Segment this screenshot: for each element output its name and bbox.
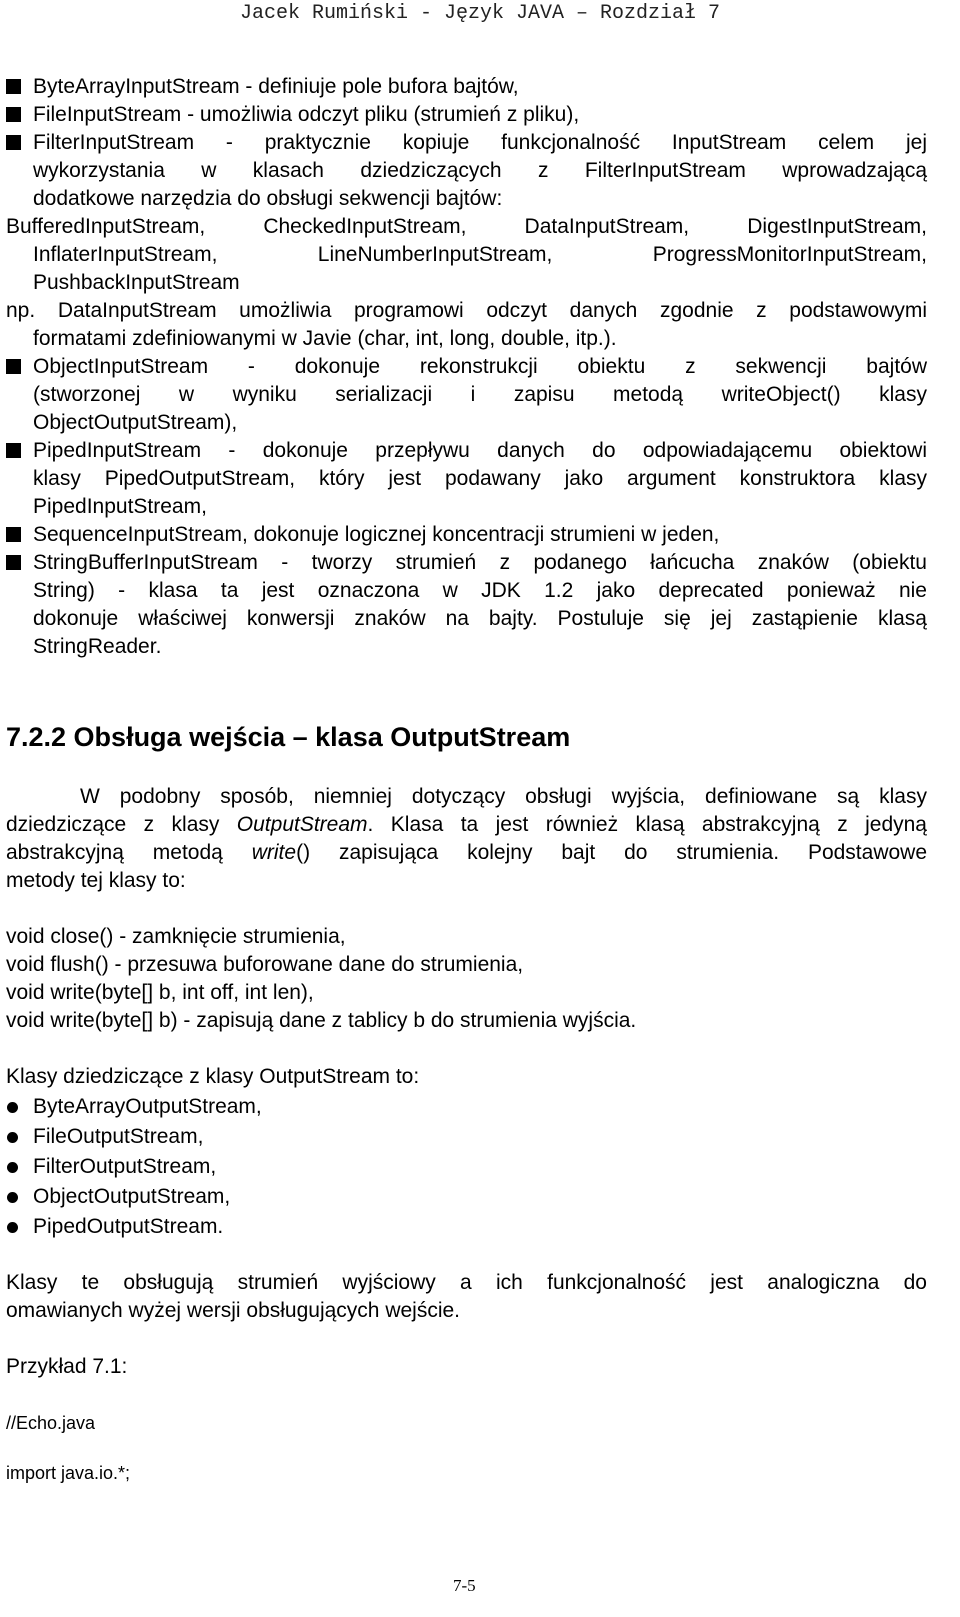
paragraph-line: W podobny sposób, niemniej dotyczący obsługi wyjścia, definiowane są klasy — [80, 785, 927, 808]
np-note-line: formatami zdefiniowanymi w Javie (char, int, long, double, itp.). — [33, 327, 617, 350]
paragraph-line: metody tej klasy to: — [6, 869, 186, 892]
subclasses-intro: Klasy dziedziczące z klasy OutputStream to: — [6, 1065, 420, 1088]
list-item: PipedInputStream - dokonuje przepływu danych do odpowiadającemu obiektowi — [33, 439, 927, 462]
list-item-cont: String) - klasa ta jest oznaczona w JDK 1.2 jako deprecated ponieważ nie — [33, 579, 927, 602]
page-number: 7-5 — [453, 1576, 476, 1595]
list-item: ByteArrayOutputStream, — [33, 1095, 262, 1118]
page-header: Jacek Rumiński - Język JAVA – Rozdział 7 — [239, 2, 721, 25]
bullet-square-icon — [6, 443, 21, 458]
list-item: FileInputStream - umożliwia odczyt pliku (strumień z pliku), — [33, 103, 580, 126]
bullet-dot-icon — [7, 1222, 18, 1233]
paragraph-line: dziedziczące z klasy OutputStream. Klasa ta jest również klasą abstrakcyjną z jedyną — [6, 813, 927, 836]
list-item-cont: (stworzonej w wyniku serializacji i zapisu metodą writeObject() klasy — [33, 383, 927, 406]
code-line: import java.io.*; — [6, 1463, 131, 1483]
bullet-square-icon — [6, 79, 21, 94]
bullet-square-icon — [6, 107, 21, 122]
filter-subclasses-line: BufferedInputStream, CheckedInputStream, DataInputStream, DigestInputStream, — [6, 215, 927, 238]
list-item-cont: klasy PipedOutputStream, który jest podawany jako argument konstruktora klasy — [33, 467, 927, 490]
bullet-square-icon — [6, 135, 21, 150]
filter-subclasses-line: InflaterInputStream, LineNumberInputStream, ProgressMonitorInputStream, — [33, 243, 927, 266]
list-item-cont: dodatkowe narzędzia do obsługi sekwencji bajtów: — [33, 187, 503, 210]
method-line: void flush() - przesuwa buforowane dane do strumienia, — [6, 953, 524, 976]
method-line: void write(byte[] b) - zapisują dane z tablicy b do strumienia wyjścia. — [6, 1009, 637, 1032]
list-item-cont: wykorzystania w klasach dziedziczących z FilterInputStream wprowadzającą — [33, 159, 927, 182]
method-line: void close() - zamknięcie strumienia, — [6, 925, 346, 948]
bullet-square-icon — [6, 555, 21, 570]
bullet-square-icon — [6, 359, 21, 374]
list-item: ByteArrayInputStream - definiuje pole bufora bajtów, — [33, 75, 519, 98]
paragraph-line: abstrakcyjną metodą write() zapisująca kolejny bajt do strumienia. Podstawowe — [6, 841, 928, 864]
list-item: StringBufferInputStream - tworzy strumień z podanego łańcucha znaków (obiektu — [33, 551, 927, 574]
bullet-dot-icon — [7, 1162, 18, 1173]
section-title: 7.2.2 Obsługa wejścia – klasa OutputStream — [6, 722, 571, 752]
code-line: //Echo.java — [6, 1413, 96, 1433]
bullet-dot-icon — [7, 1102, 18, 1113]
bullet-dot-icon — [7, 1192, 18, 1203]
paragraph-line: Klasy te obsługują strumień wyjściowy a ich funkcjonalność jest analogiczna do — [6, 1271, 927, 1294]
paragraph-line: omawianych wyżej wersji obsługujących wejście. — [6, 1299, 461, 1322]
method-line: void write(byte[] b, int off, int len), — [6, 981, 314, 1004]
list-item: SequenceInputStream, dokonuje logicznej koncentracji strumieni w jeden, — [33, 523, 720, 546]
bullet-square-icon — [6, 527, 21, 542]
list-item: FilterInputStream - praktycznie kopiuje funkcjonalność InputStream celem jej — [33, 131, 927, 154]
list-item: PipedOutputStream. — [33, 1215, 224, 1238]
list-item: ObjectInputStream - dokonuje rekonstrukcji obiektu z sekwencji bajtów — [33, 355, 927, 378]
bullet-dot-icon — [7, 1132, 18, 1143]
list-item: ObjectOutputStream, — [33, 1185, 231, 1208]
example-label: Przykład 7.1: — [6, 1355, 128, 1378]
list-item-cont: PipedInputStream, — [33, 495, 207, 518]
list-item: FileOutputStream, — [33, 1125, 204, 1148]
list-item-cont: dokonuje właściwej konwersji znaków na bajty. Postuluje się jej zastąpienie klasą — [33, 607, 927, 630]
list-item-cont: StringReader. — [33, 635, 162, 658]
list-item: FilterOutputStream, — [33, 1155, 217, 1178]
np-note-line: np. DataInputStream umożliwia programowi odczyt danych zgodnie z podstawowymi — [6, 299, 927, 322]
filter-subclasses-line: PushbackInputStream — [33, 271, 240, 294]
list-item-cont: ObjectOutputStream), — [33, 411, 238, 434]
